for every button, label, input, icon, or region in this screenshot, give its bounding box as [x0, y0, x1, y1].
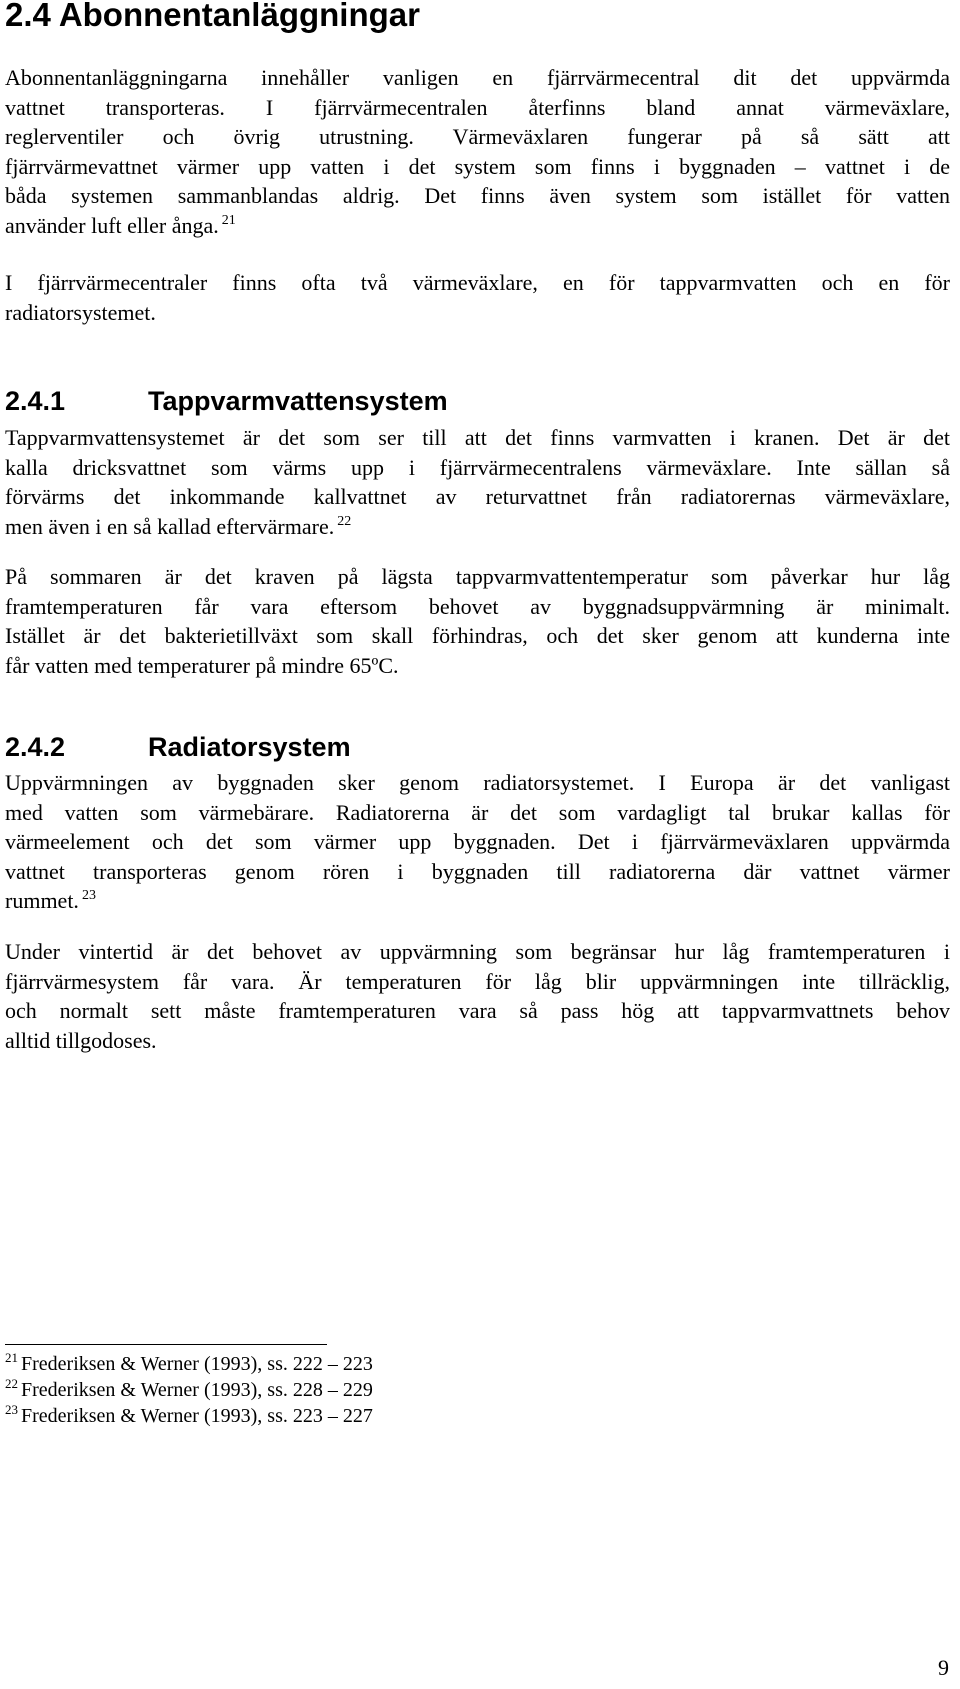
footnote [5, 1351, 373, 1377]
section-paragraph-2 [5, 268, 950, 327]
text-line: värmeelement och det som värmer upp byggnaden. Det i fjärrvärmeväxlaren uppvärmda [5, 829, 950, 854]
text-line: båda systemen sammanblandas aldrig. Det finns även system som istället för vatten [5, 183, 950, 208]
text-line: får vatten med temperaturer på mindre 65ºC. [5, 652, 399, 678]
text-line: På sommaren är det kraven på lägsta tappvarmvattentemperatur som påverkar hur låg [5, 564, 950, 589]
subsection-2-paragraph-2 [5, 937, 950, 1055]
text-line-with-footnote [5, 211, 950, 241]
subsection-2-paragraph-1 [5, 768, 950, 916]
text-line: I fjärrvärmecentraler finns ofta två värmeväxlare, en för tappvarmvatten och en för [5, 270, 950, 295]
subsection-title: Tappvarmvattensystem [148, 386, 448, 416]
section-heading: 2.4 Abonnentanläggningar [5, 0, 420, 33]
footnote-text: Frederiksen & Werner (1993), ss. 223 – 227 [21, 1405, 373, 1427]
text-line: och normalt sett måste framtemperaturen vara så pass hög att tappvarmvattnets behov [5, 998, 950, 1023]
text-line: vattnet transporteras. I fjärrvärmecentralen återfinns bland annat värmeväxlare, [5, 94, 950, 120]
subsection-heading-1 [5, 385, 448, 417]
text-line: reglerventiler och övrig utrustning. Värmeväxlaren fungerar på så sätt att [5, 124, 950, 149]
text-line: med vatten som värmebärare. Radiatorerna är det som vardagligt tal brukar kallas för [5, 799, 950, 825]
footnotes-list [5, 1351, 373, 1429]
subsection-1-paragraph-2 [5, 562, 950, 680]
footnote-number: 21 [5, 1350, 18, 1365]
text-line: alltid tillgodoses. [5, 1027, 157, 1053]
text-line: Istället är det bakterietillväxt som skall förhindras, och det sker genom att kunderna inte [5, 623, 950, 648]
text-line: Tappvarmvattensystemet är det som ser till att det finns varmvatten i kranen. Det är det [5, 425, 950, 450]
footnote-ref[interactable]: 23 [81, 888, 96, 903]
text-line: vattnet transporteras genom rören i byggnaden till radiatorerna där vattnet värmer [5, 858, 950, 884]
subsection-title: Radiatorsystem [148, 732, 351, 762]
text-line: använder luft eller ånga. [5, 212, 219, 238]
text-line: fjärrvärmesystem får vara. Är temperaturen för låg blir uppvärmningen inte tillräcklig, [5, 968, 950, 994]
footnote-text: Frederiksen & Werner (1993), ss. 228 – 229 [21, 1379, 373, 1401]
footnote-ref[interactable]: 21 [221, 212, 236, 228]
text-line: fjärrvärmevattnet värmer upp vatten i det system som finns i byggnaden – vattnet i de [5, 153, 950, 179]
text-line: radiatorsystemet. [5, 299, 156, 325]
text-line-with-footnote [5, 512, 950, 542]
footnote-ref[interactable]: 22 [337, 513, 352, 529]
page-number: 9 [938, 1655, 949, 1680]
text-line: kalla dricksvattnet som värms upp i fjärrvärmecentralens värmeväxlare. Inte sällan så [5, 454, 950, 480]
text-line-with-footnote [5, 886, 950, 916]
footnote [5, 1377, 373, 1403]
text-line: Abonnentanläggningarna innehåller vanligen en fjärrvärmecentral dit det uppvärmda [5, 65, 950, 90]
subsection-heading-2 [5, 731, 351, 763]
document-page [5, 0, 955, 1689]
footnote-text: Frederiksen & Werner (1993), ss. 222 – 223 [21, 1353, 373, 1375]
subsection-number: 2.4.1 [5, 386, 66, 416]
footnote [5, 1403, 373, 1429]
subsection-number: 2.4.2 [5, 732, 66, 762]
footnote-separator [5, 1344, 327, 1345]
text-line: Uppvärmningen av byggnaden sker genom radiatorsystemet. I Europa är det vanligast [5, 770, 950, 795]
text-line: förvärms det inkommande kallvattnet av returvattnet från radiatorernas värmeväxlare, [5, 484, 950, 509]
subsection-1-paragraph-1 [5, 423, 950, 541]
text-line: framtemperaturen får vara eftersom behovet av byggnadsuppvärmning är minimalt. [5, 593, 950, 619]
section-paragraph-1 [5, 63, 950, 240]
footnote-number: 23 [5, 1402, 18, 1417]
footnote-number: 22 [5, 1376, 18, 1391]
text-line: rummet. [5, 888, 79, 913]
text-line: men även i en så kallad eftervärmare. [5, 513, 335, 539]
text-line: Under vintertid är det behovet av uppvärmning som begränsar hur låg framtemperaturen i [5, 939, 950, 964]
